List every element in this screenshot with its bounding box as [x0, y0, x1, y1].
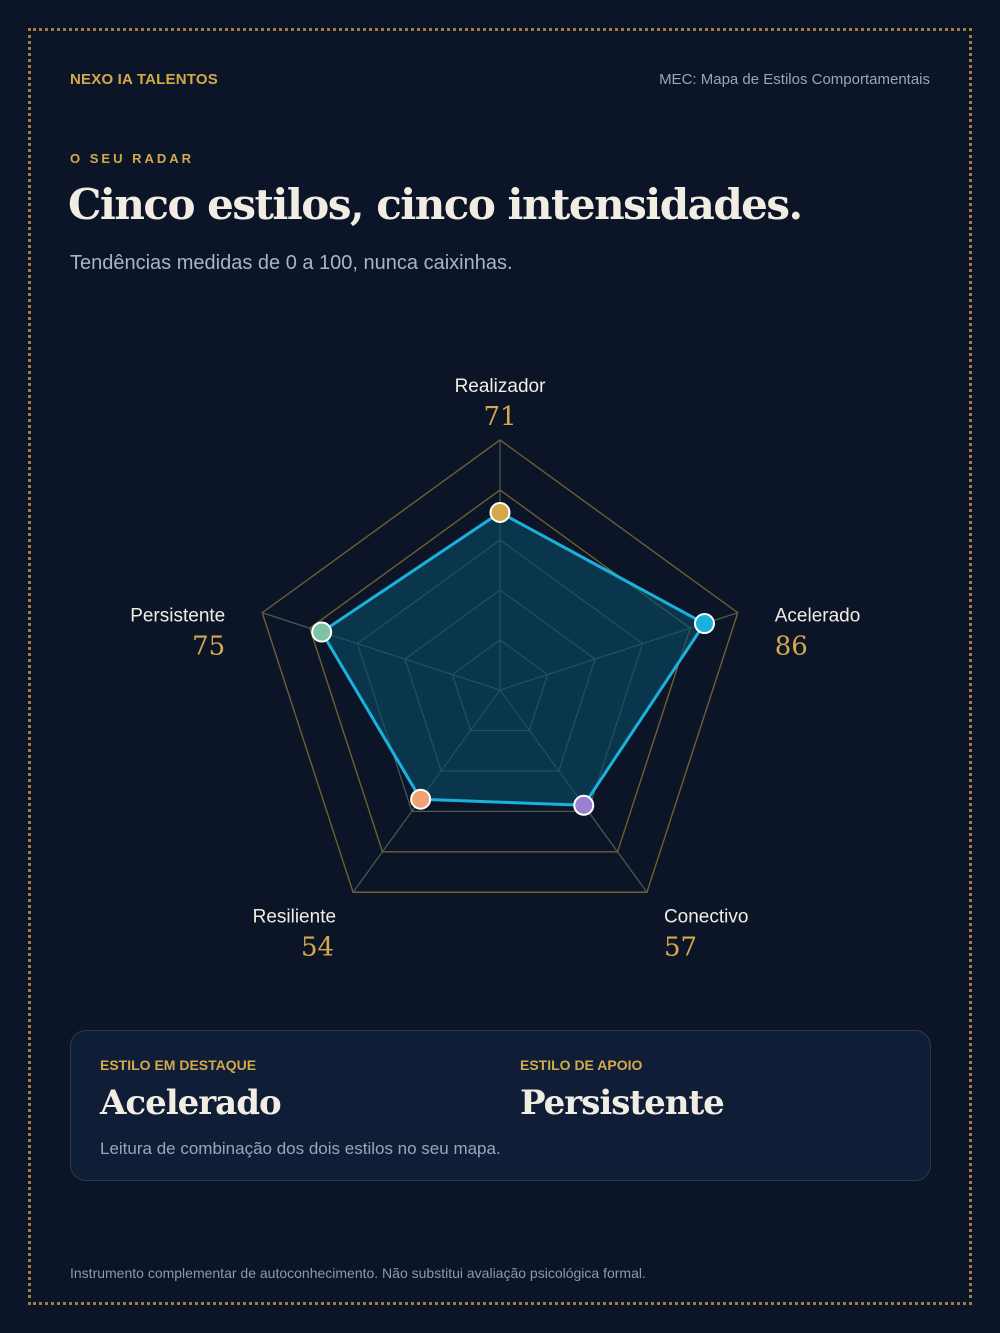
footer-disclaimer: Instrumento complementar de autoconhecimento. Não substitui avaliação psicológica formal. [70, 1265, 646, 1281]
point-conectivo [574, 796, 593, 815]
axis-value-resiliente: 54 [300, 932, 335, 963]
highlight-card [70, 1030, 931, 1181]
section-eyebrow: O SEU RADAR [70, 151, 195, 166]
axis-value-realizador: 71 [483, 402, 517, 432]
support-style-label: ESTILO DE APOIO [520, 1057, 643, 1073]
point-persistente [312, 623, 331, 642]
axis-label-realizador: Realizador [454, 376, 546, 397]
primary-style-label: ESTILO EM DESTAQUE [100, 1057, 257, 1073]
page-title: Cinco estilos, cinco intensidades. [68, 180, 802, 229]
axis-label-acelerado: Acelerado [774, 605, 861, 627]
point-resiliente [411, 790, 430, 809]
highlight-note: Leitura de combinação dos dois estilos no seu mapa. [100, 1139, 501, 1158]
primary-style-value: Acelerado [100, 1083, 281, 1123]
point-acelerado [695, 614, 714, 633]
axis-label-persistente: Persistente [130, 605, 226, 627]
axis-value-conectivo: 57 [663, 932, 698, 963]
axis-label-resiliente: Resiliente [252, 906, 337, 928]
support-style-value: Persistente [520, 1083, 724, 1123]
point-realizador [491, 503, 510, 522]
brand-name: NEXO IA TALENTOS [70, 71, 218, 88]
page-subtitle: Tendências medidas de 0 a 100, nunca caixinhas. [70, 252, 513, 274]
instrument-name: MEC: Mapa de Estilos Comportamentais [659, 71, 930, 88]
axis-value-acelerado: 86 [774, 631, 808, 662]
axis-value-persistente: 75 [192, 631, 226, 662]
axis-label-conectivo: Conectivo [663, 906, 749, 928]
